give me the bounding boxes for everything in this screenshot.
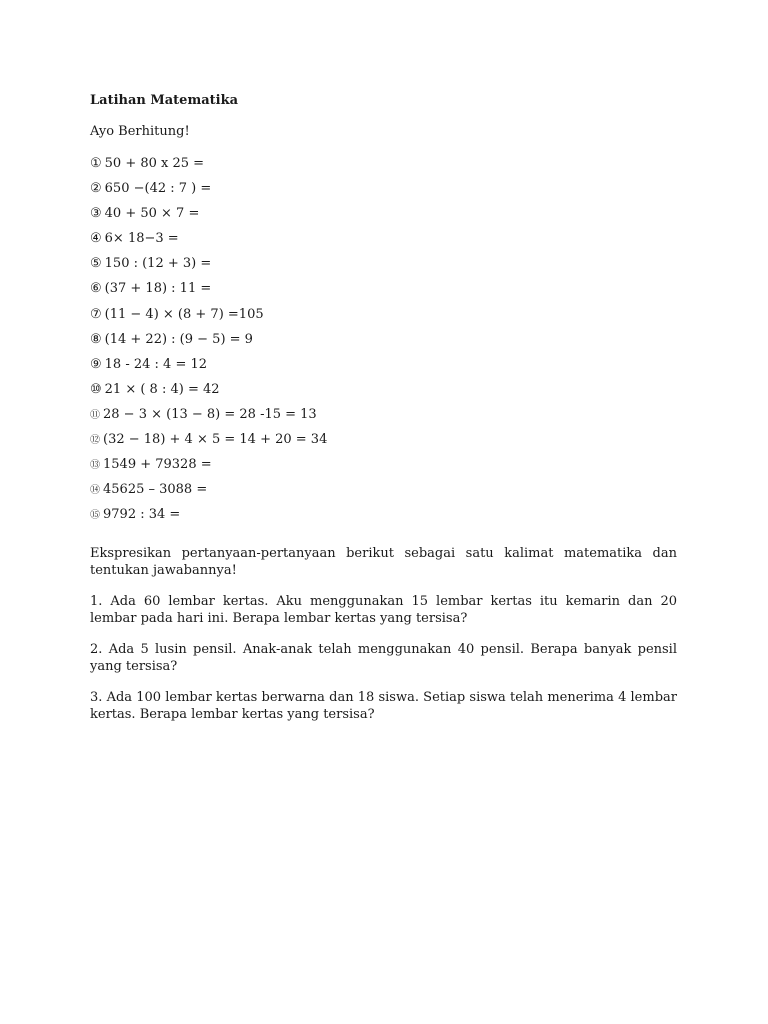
exercise-text: 50 + 80 x 25 =: [104, 156, 205, 171]
exercise-number: ③: [90, 206, 102, 222]
exercise-text: 150 : (12 + 3) =: [104, 256, 212, 272]
exercise-text: (32 − 18) + 4 × 5 = 14 + 20 = 34: [103, 432, 328, 448]
exercise-item: [90, 180, 677, 205]
exercise-item: [90, 481, 677, 506]
document-subtitle: Ayo Berhitung!: [90, 124, 190, 139]
exercise-number: ④: [90, 231, 102, 247]
exercise-number: ⑬: [90, 460, 100, 472]
document-page: [90, 92, 677, 723]
exercise-text: (11 − 4) × (8 + 7) =105: [104, 306, 264, 322]
exercise-item: [90, 431, 677, 456]
exercise-number: ①: [90, 156, 102, 171]
exercise-text: 6× 18−3 =: [104, 231, 179, 247]
exercise-item: [90, 381, 677, 406]
exercise-text: (14 + 22) : (9 − 5) = 9: [104, 331, 253, 347]
exercise-number: ⑥: [90, 281, 102, 297]
exercise-text: 40 + 50 × 7 =: [104, 206, 200, 222]
exercise-item: [90, 306, 677, 331]
exercise-number: ⑩: [90, 381, 102, 397]
exercise-number: ⑮: [90, 510, 100, 522]
exercise-text: 1549 + 79328 =: [103, 457, 212, 473]
exercise-text: 9792 : 34 =: [103, 507, 181, 523]
instruction-paragraph: Ekspresikan pertanyaan-pertanyaan berikut sebagai satu kalimat matematika dan tentukan jawabannya!: [90, 546, 677, 579]
exercise-text: 45625 – 3088 =: [103, 482, 208, 498]
exercise-item: [90, 506, 677, 531]
exercise-number: ⑦: [90, 306, 102, 322]
exercise-item: [90, 155, 677, 180]
exercise-text: 18 - 24 : 4 = 12: [104, 356, 208, 372]
exercise-number: ⑪: [90, 409, 100, 421]
exercise-item: [90, 205, 677, 230]
exercise-text: 21 × ( 8 : 4) = 42: [104, 381, 220, 397]
exercise-number: ②: [90, 181, 102, 197]
exercise-list: [90, 155, 677, 531]
exercise-item: [90, 406, 677, 431]
exercise-item: [90, 230, 677, 255]
exercise-text: (37 + 18) : 11 =: [104, 281, 212, 297]
word-problem: 3. Ada 100 lembar kertas berwarna dan 18 siswa. Setiap siswa telah menerima 4 lembar kertas. Berapa lembar kertas yang tersisa?: [90, 690, 677, 723]
exercise-item: [90, 280, 677, 305]
exercise-item: [90, 356, 677, 381]
exercise-number: ⑭: [90, 485, 100, 497]
exercise-number: ⑧: [90, 331, 102, 347]
exercise-item: [90, 255, 677, 280]
exercise-text: 650 −(42 : 7 ) =: [104, 181, 212, 197]
exercise-number: ⑤: [90, 256, 102, 272]
word-problem: 2. Ada 5 lusin pensil. Anak-anak telah menggunakan 40 pensil. Berapa banyak pensil yang tersisa?: [90, 642, 677, 675]
word-problem: 1. Ada 60 lembar kertas. Aku menggunakan 15 lembar kertas itu kemarin dan 20 lembar pada hari ini. Berapa lembar kertas yang tersisa?: [90, 594, 677, 627]
exercise-item: [90, 331, 677, 356]
document-title: Latihan Matematika: [90, 93, 239, 108]
exercise-text: 28 − 3 × (13 − 8) = 28 -15 = 13: [103, 406, 317, 422]
exercise-number: ⑫: [90, 435, 100, 447]
exercise-item: [90, 456, 677, 481]
exercise-number: ⑨: [90, 356, 102, 372]
